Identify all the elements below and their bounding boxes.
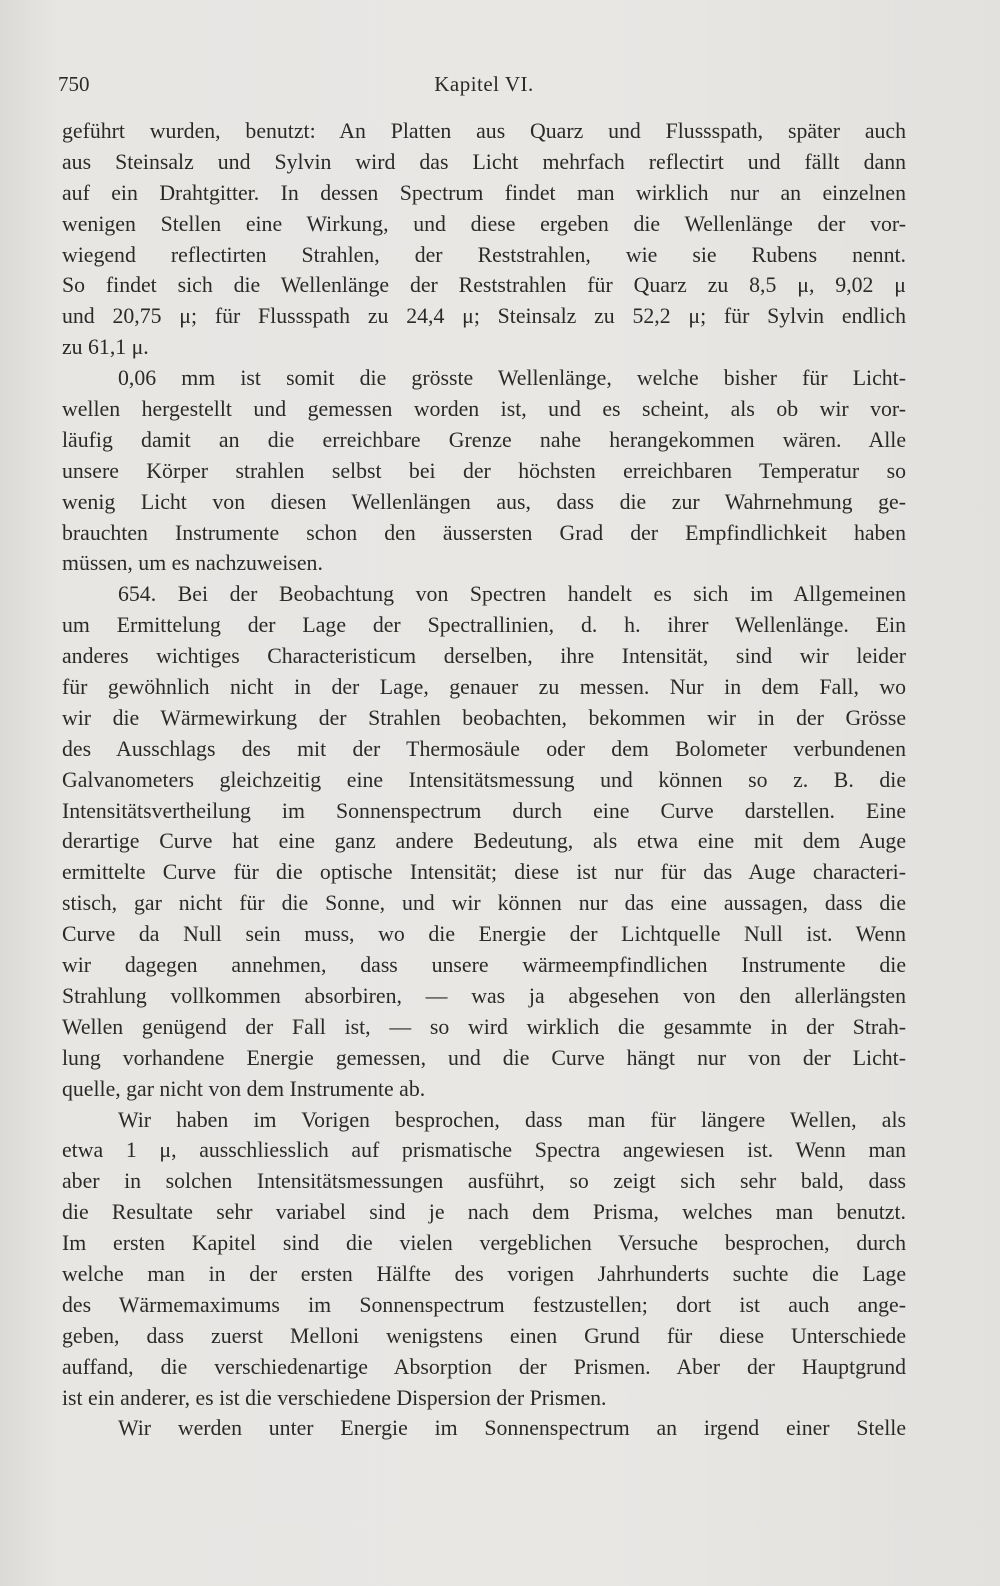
text-line: wir die Wärmewirkung der Strahlen beobachten, bekommen wir in der Grösse (62, 705, 906, 730)
text-line: So findet sich die Wellenlänge der Reststrahlen für Quarz zu 8,5 μ, 9,02 μ (62, 273, 906, 298)
text-line: unsere Körper strahlen selbst bei der höchsten erreichbaren Temperatur so (62, 458, 906, 483)
text-line: lung vorhandene Energie gemessen, und die Curve hängt nur von der Licht- (62, 1045, 906, 1070)
text-line: brauchten Instrumente schon den äussersten Grad der Empfindlichkeit haben (62, 520, 906, 545)
text-line: und 20,75 μ; für Flussspath zu 24,4 μ; Steinsalz zu 52,2 μ; für Sylvin endlich (62, 304, 906, 329)
text-line: wiegend reflectirten Strahlen, der Reststrahlen, wie sie Rubens nennt. (62, 242, 906, 267)
text-line: Im ersten Kapitel sind die vielen vergeblichen Versuche besprochen, durch (62, 1231, 906, 1256)
text-line: läufig damit an die erreichbare Grenze nahe herangekommen wären. Alle (62, 427, 906, 452)
text-line: wenigen Stellen eine Wirkung, und diese ergeben die Wellenlänge der vor- (62, 211, 906, 236)
paragraph-start-line: Wir haben im Vorigen besprochen, dass man für längere Wellen, als (118, 1107, 906, 1132)
text-line: wenig Licht von diesen Wellenlängen aus, dass die zur Wahrnehmung ge- (62, 489, 906, 514)
text-line: zu 61,1 μ. (62, 335, 149, 360)
text-line: auffand, die verschiedenartige Absorption der Prismen. Aber der Hauptgrund (62, 1354, 906, 1379)
paragraph-start-line: 0,06 mm ist somit die grösste Wellenlänge, welche bisher für Licht- (118, 366, 906, 391)
text-line: geführt wurden, benutzt: An Platten aus Quarz und Flussspath, später auch (62, 119, 906, 143)
text-line: quelle, gar nicht von dem Instrumente ab. (62, 1076, 426, 1101)
text-line: die Resultate sehr variabel sind je nach dem Prisma, welches man benutzt. (62, 1200, 906, 1225)
text-line: des Wärmemaximums im Sonnenspectrum festzustellen; dort ist auch ange- (62, 1292, 906, 1317)
text-line: auf ein Drahtgitter. In dessen Spectrum findet man wirklich nur an einzelnen (62, 180, 906, 205)
text-line: etwa 1 μ, ausschliesslich auf prismatische Spectra angewiesen ist. Wenn man (62, 1138, 906, 1163)
text-line: Strahlung vollkommen absorbiren, — was ja abgesehen von den allerlängsten (62, 983, 906, 1008)
text-line: für gewöhnlich nicht in der Lage, genauer zu messen. Nur in dem Fall, wo (62, 675, 906, 700)
page-number: 750 (58, 72, 90, 96)
text-line: um Ermittelung der Lage der Spectrallinien, d. h. ihrer Wellenlänge. Ein (62, 613, 906, 638)
text-line: ist ein anderer, es ist die verschiedene Dispersion der Prismen. (62, 1385, 607, 1410)
text-line: des Ausschlags des mit der Thermosäule oder dem Bolometer verbundenen (62, 736, 906, 761)
text-line: müssen, um es nachzuweisen. (62, 551, 323, 576)
text-line: stisch, gar nicht für die Sonne, und wir können nur das eine aussagen, dass die (62, 891, 906, 916)
text-line: wir dagegen annehmen, dass unsere wärmeempfindlichen Instrumente die (62, 953, 906, 978)
text-line: derartige Curve hat eine ganz andere Bedeutung, als etwa eine mit dem Auge (62, 829, 906, 854)
section-start-line: 654. Bei der Beobachtung von Spectren handelt es sich im Allgemeinen (118, 582, 906, 607)
text-line: Galvanometers gleichzeitig eine Intensitätsmessung und können so z. B. die (62, 767, 906, 792)
text-line: anderes wichtiges Characteristicum derselben, ihre Intensität, sind wir leider (62, 644, 906, 669)
running-head: Kapitel VI. (434, 72, 534, 96)
text-line: Intensitätsvertheilung im Sonnenspectrum durch eine Curve darstellen. Eine (62, 798, 906, 823)
body-text (62, 116, 906, 1444)
text-line: Wellen genügend der Fall ist, — so wird wirklich die gesammte in der Strah- (62, 1014, 906, 1039)
text-line: aus Steinsalz und Sylvin wird das Licht mehrfach reflectirt und fällt dann (62, 149, 906, 174)
text-line: aber in solchen Intensitätsmessungen ausführt, so zeigt sich sehr bald, dass (62, 1169, 906, 1194)
paragraph-start-line: Wir werden unter Energie im Sonnenspectrum an irgend einer Stelle (118, 1416, 906, 1441)
text-line: geben, dass zuerst Melloni wenigstens einen Grund für diese Unterschiede (62, 1323, 906, 1348)
text-line: welche man in der ersten Hälfte des vorigen Jahrhunderts suchte die Lage (62, 1261, 906, 1286)
text-line: wellen hergestellt und gemessen worden ist, und es scheint, als ob wir vor- (62, 397, 906, 422)
page-header (58, 72, 910, 102)
text-line: ermittelte Curve für die optische Intensität; diese ist nur für das Auge characteri- (62, 860, 906, 885)
text-line: Curve da Null sein muss, wo die Energie der Lichtquelle Null ist. Wenn (62, 922, 906, 947)
